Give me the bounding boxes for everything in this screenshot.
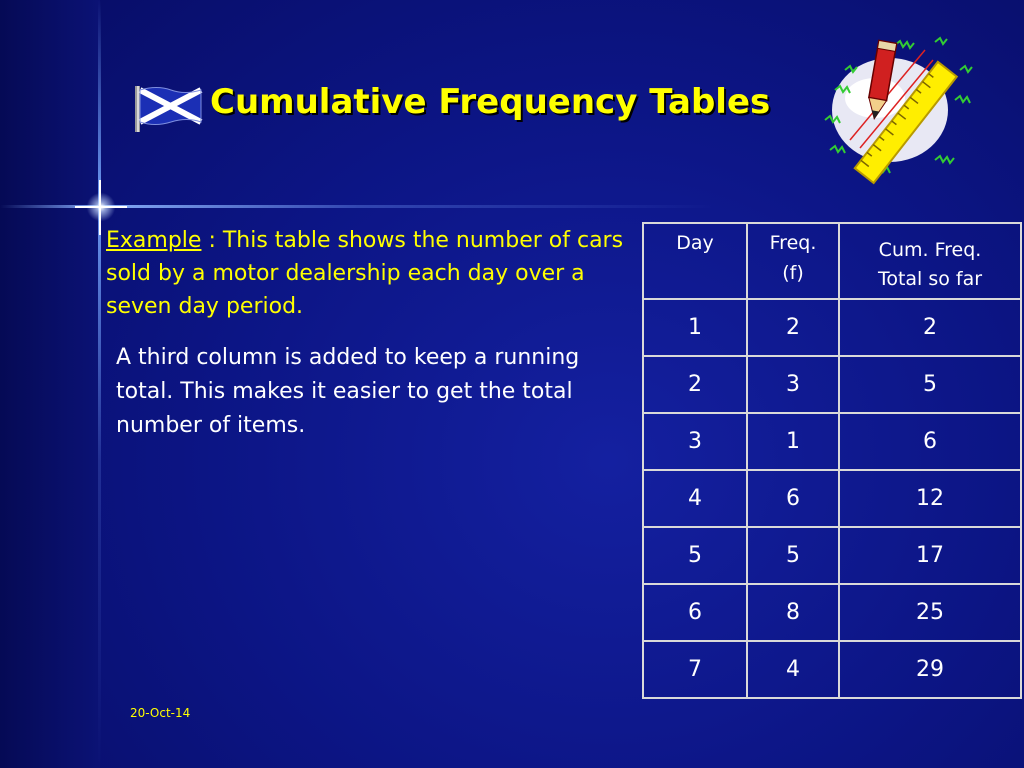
sparkle-horizontal [75, 206, 127, 208]
cell-cum: 29 [839, 641, 1021, 698]
cell-cum: 12 [839, 470, 1021, 527]
cell-freq: 8 [747, 584, 839, 641]
cell-day: 2 [643, 356, 747, 413]
table-row [643, 527, 1021, 584]
cell-day: 4 [643, 470, 747, 527]
slide-left-band [0, 0, 100, 768]
decorative-horizontal-line [0, 205, 1024, 208]
table-row [643, 356, 1021, 413]
example-body: : This table shows the number of cars sold by a motor dealership each day over a seven day period. [106, 228, 624, 319]
header-freq: Freq. (f) [747, 223, 839, 299]
table-header-row [643, 223, 1021, 299]
table-row [643, 641, 1021, 698]
cell-day: 5 [643, 527, 747, 584]
cell-cum: 2 [839, 299, 1021, 356]
cell-freq: 6 [747, 470, 839, 527]
pencil-ruler-clipart [815, 30, 985, 199]
header-cum-freq: Cum. Freq. Total so far [839, 223, 1021, 299]
cell-freq: 2 [747, 299, 839, 356]
table-row [643, 413, 1021, 470]
slide-date: 20-Oct-14 [130, 706, 191, 720]
scottish-flag-icon [133, 82, 205, 138]
cell-day: 3 [643, 413, 747, 470]
cell-freq: 4 [747, 641, 839, 698]
table-row [643, 299, 1021, 356]
table-row [643, 470, 1021, 527]
example-label: Example [106, 228, 202, 253]
cell-day: 6 [643, 584, 747, 641]
description-text: A third column is added to keep a running total. This makes it easier to get the total number of items. [116, 345, 580, 438]
slide-title: Cumulative Frequency Tables [210, 82, 771, 122]
table-row [643, 584, 1021, 641]
cell-cum: 6 [839, 413, 1021, 470]
cell-cum: 5 [839, 356, 1021, 413]
cumulative-frequency-table [642, 222, 1022, 699]
cell-freq: 3 [747, 356, 839, 413]
cell-day: 1 [643, 299, 747, 356]
cell-cum: 17 [839, 527, 1021, 584]
decorative-vertical-line [98, 0, 101, 768]
example-text [106, 224, 636, 323]
cell-day: 7 [643, 641, 747, 698]
cell-freq: 1 [747, 413, 839, 470]
cell-cum: 25 [839, 584, 1021, 641]
header-day: Day [643, 223, 747, 299]
cell-freq: 5 [747, 527, 839, 584]
